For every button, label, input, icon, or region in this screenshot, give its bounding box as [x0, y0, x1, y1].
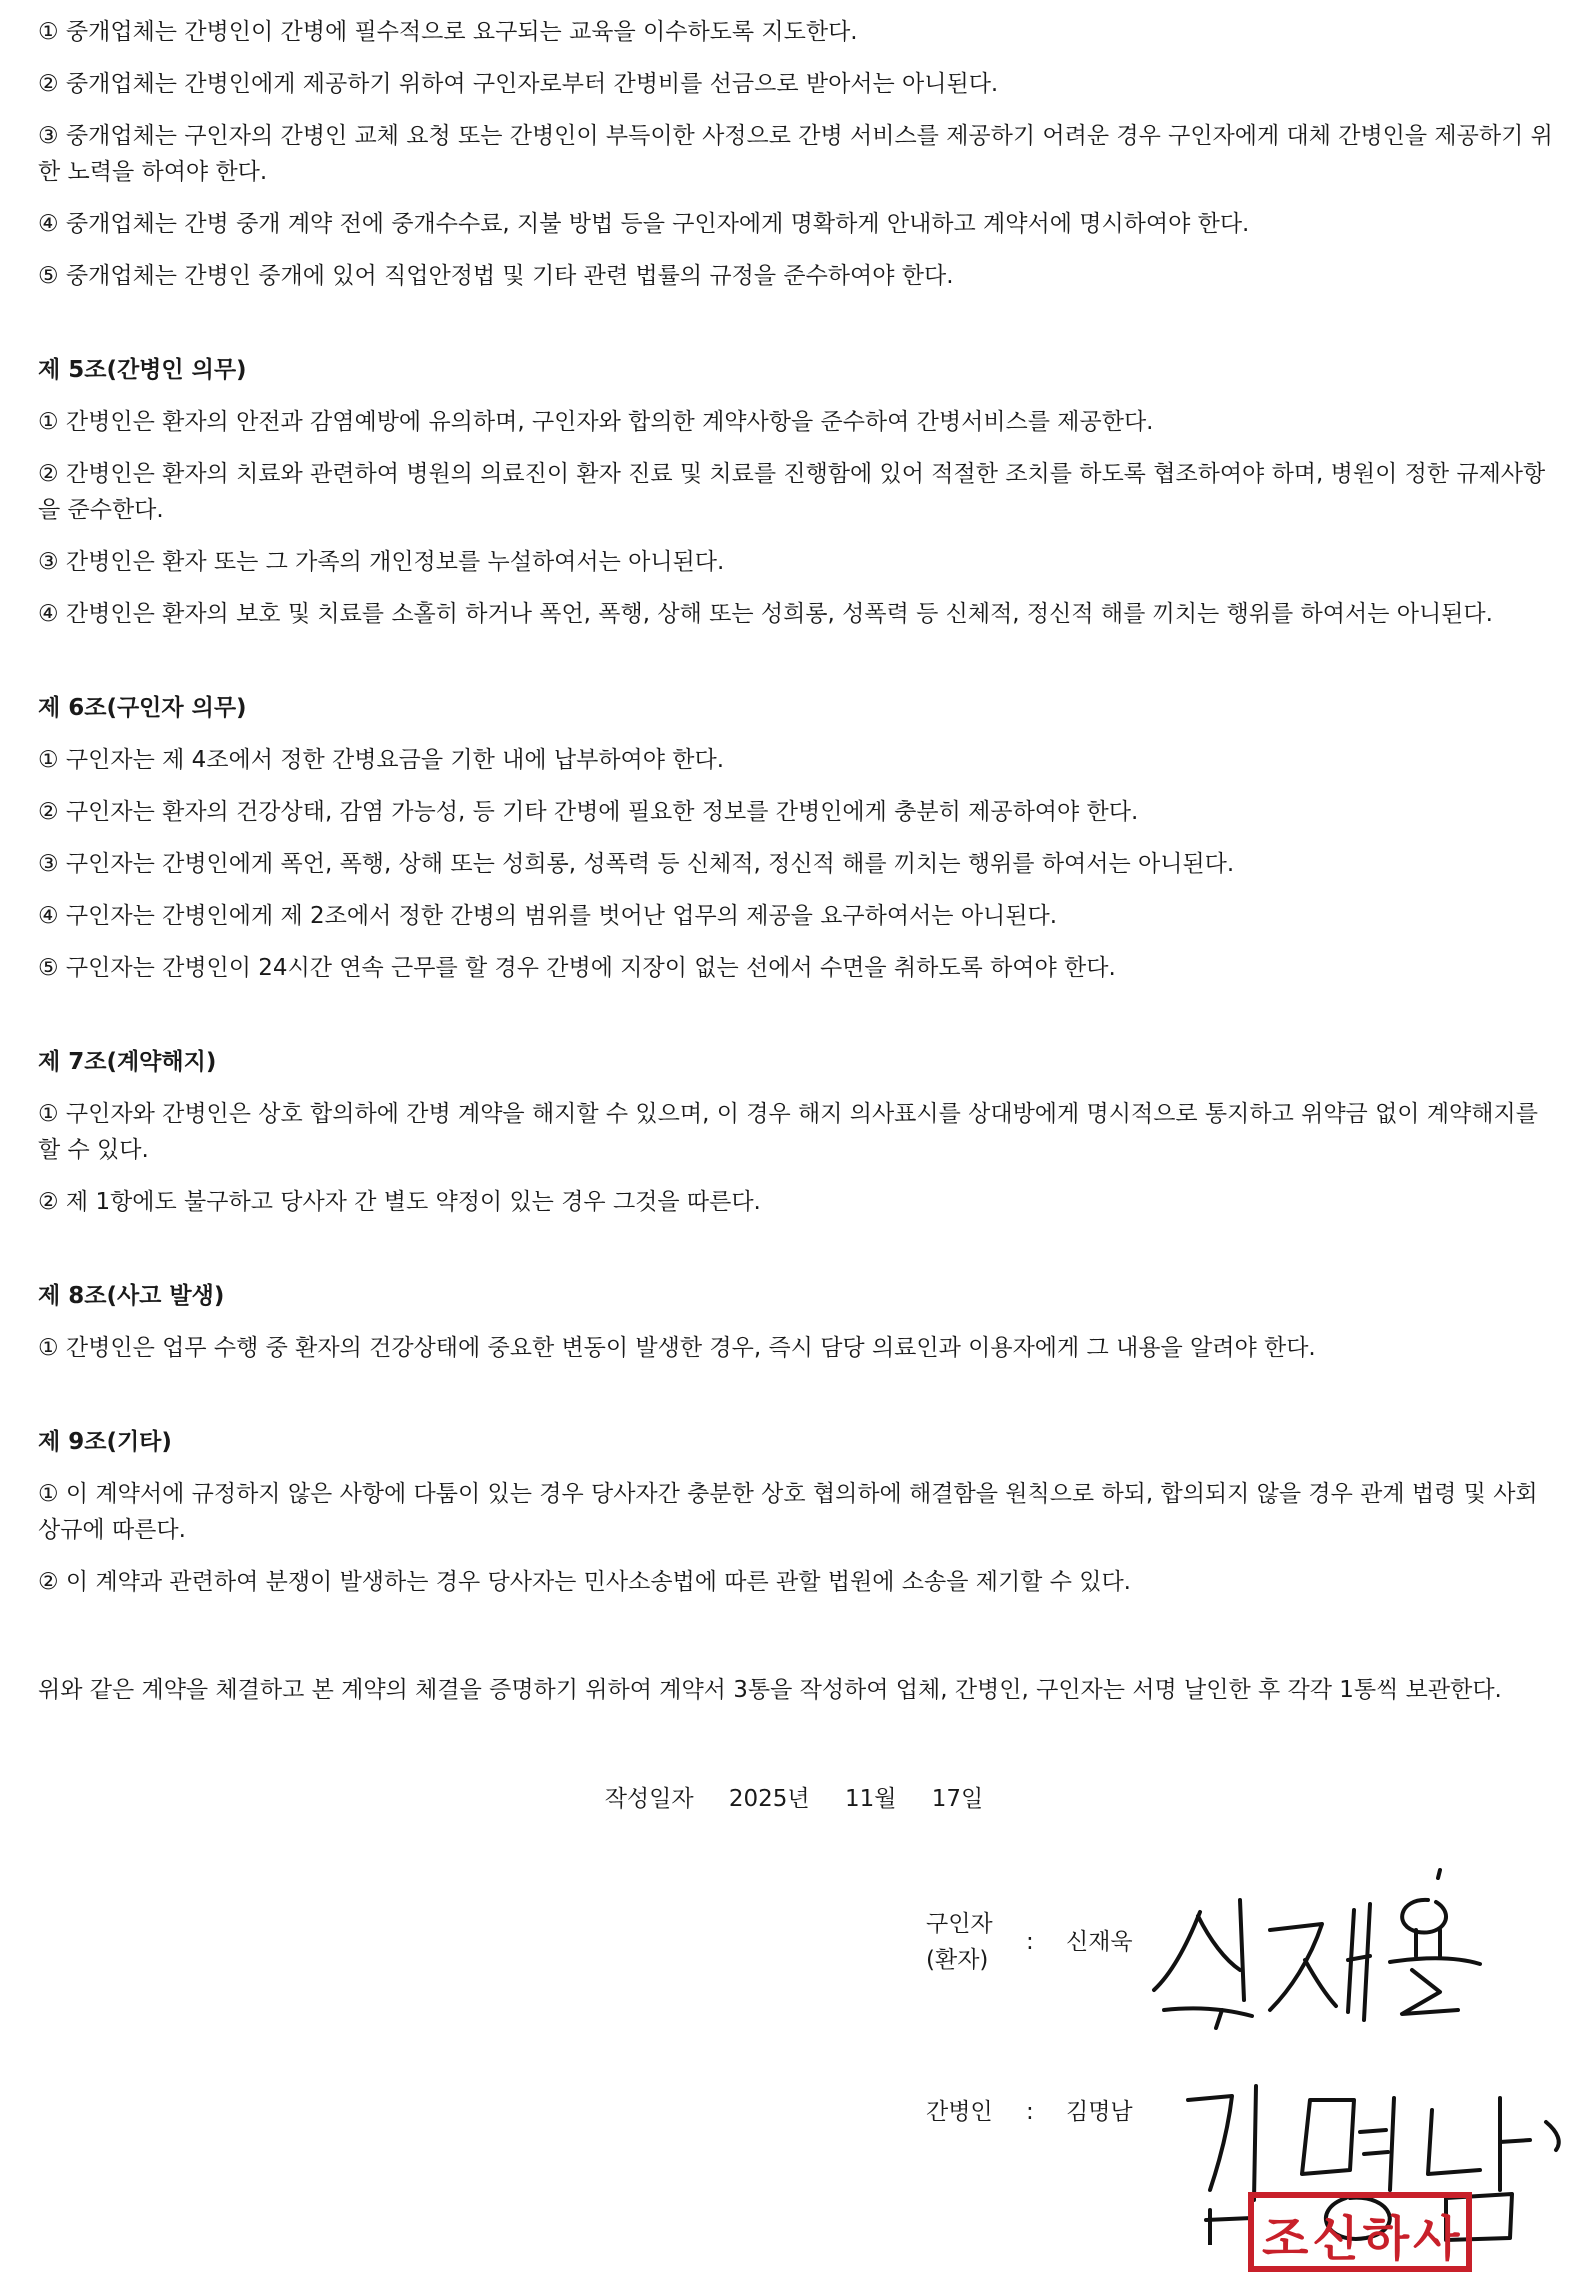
clause: ① 중개업체는 간병인이 간병에 필수적으로 요구되는 교육을 이수하도록 지도한다. [38, 19, 858, 45]
written-date [0, 1780, 1588, 1813]
clause: ⑤ 중개업체는 간병인 중개에 있어 직업안정법 및 기타 관련 법률의 규정을 준수하여야 한다. [38, 263, 954, 289]
section-title: 제 6조(구인자 의무) [38, 695, 247, 721]
company-seal [1248, 2192, 1472, 2272]
caregiver-colon: : [1026, 2099, 1034, 2125]
section-title: 제 9조(기타) [38, 1429, 172, 1455]
clause: ② 중개업체는 간병인에게 제공하기 위하여 구인자로부터 간병비를 선금으로 받아서는 아니된다. [38, 71, 999, 97]
client-role-sub: (환자) [926, 1947, 989, 1973]
section-article-7 [38, 1044, 1558, 1220]
clause: ② 이 계약과 관련하여 분쟁이 발생하는 경우 당사자는 민사소송법에 따른 관할 법원에 소송을 제기할 수 있다. [38, 1569, 1131, 1595]
clause: ② 제 1항에도 불구하고 당사자 간 별도 약정이 있는 경우 그것을 따른다. [38, 1189, 761, 1215]
section-title: 제 5조(간병인 의무) [38, 357, 247, 383]
clause: ② 간병인은 환자의 치료와 관련하여 병원의 의료진이 환자 진료 및 치료를 진행함에 있어 적절한 조치를 하도록 협조하여야 하며, 병원이 정한 규제사항을 준수한다. [38, 461, 1546, 523]
clause: ① 간병인은 업무 수행 중 환자의 건강상태에 중요한 변동이 발생한 경우, 즉시 담당 의료인과 이용자에게 그 내용을 알려야 한다. [38, 1335, 1316, 1361]
client-role [926, 1906, 1016, 1978]
clause: ① 구인자와 간병인은 상호 합의하에 간병 계약을 해지할 수 있으며, 이 경우 해지 의사표시를 상대방에게 명시적으로 통지하고 위약금 없이 계약해지를 할 수 있다. [38, 1101, 1538, 1163]
intro-clauses [38, 14, 1558, 294]
clause: ③ 구인자는 간병인에게 폭언, 폭행, 상해 또는 성희롱, 성폭력 등 신체적, 정신적 해를 끼치는 행위를 하여서는 아니된다. [38, 851, 1235, 877]
clause: ① 이 계약서에 규정하지 않은 사항에 다툼이 있는 경우 당사자간 충분한 상호 협의하에 해결함을 원칙으로 하되, 합의되지 않을 경우 관계 법령 및 사회상규에 따른다. [38, 1481, 1538, 1543]
caregiver-name: 김명남 [1066, 2099, 1133, 2125]
clause: ② 구인자는 환자의 건강상태, 감염 가능성, 등 기타 간병에 필요한 정보를 간병인에게 충분히 제공하여야 한다. [38, 799, 1139, 825]
section-title: 제 8조(사고 발생) [38, 1283, 225, 1309]
section-article-5 [38, 352, 1558, 632]
seal-text: 조신하사 [1262, 2211, 1464, 2267]
date-label: 작성일자 [604, 1786, 694, 1812]
clause: ④ 중개업체는 간병 중개 계약 전에 중개수수료, 지불 방법 등을 구인자에게 명확하게 안내하고 계약서에 명시하여야 한다. [38, 211, 1250, 237]
section-article-8 [38, 1278, 1558, 1366]
caregiver-role: 간병인 [926, 2099, 993, 2125]
closing-statement: 위와 같은 계약을 체결하고 본 계약의 체결을 증명하기 위하여 계약서 3통을 작성하여 업체, 간병인, 구인자는 서명 날인한 후 각각 1통씩 보관한다. [38, 1677, 1502, 1703]
client-colon: : [1026, 1929, 1034, 1955]
client-name: 신재욱 [1066, 1929, 1133, 1955]
client-role-label: 구인자 [926, 1911, 993, 1937]
clause: ⑤ 구인자는 간병인이 24시간 연속 근무를 할 경우 간병에 지장이 없는 선에서 수면을 취하도록 하여야 한다. [38, 955, 1116, 981]
contract-body [38, 14, 1558, 1708]
section-article-9 [38, 1424, 1558, 1600]
client-handwritten-signature [1140, 1860, 1520, 2030]
clause: ① 구인자는 제 4조에서 정한 간병요금을 기한 내에 납부하여야 한다. [38, 747, 725, 773]
date-month: 11월 [844, 1786, 897, 1812]
date-day: 17일 [931, 1786, 984, 1812]
clause: ④ 구인자는 간병인에게 제 2조에서 정한 간병의 범위를 벗어난 업무의 제공을 요구하여서는 아니된다. [38, 903, 1058, 929]
clause: ③ 간병인은 환자 또는 그 가족의 개인정보를 누설하여서는 아니된다. [38, 549, 725, 575]
section-title: 제 7조(계약해지) [38, 1049, 217, 1075]
date-year: 2025년 [728, 1786, 810, 1812]
section-article-6 [38, 690, 1558, 986]
clause: ① 간병인은 환자의 안전과 감염예방에 유의하며, 구인자와 합의한 계약사항을 준수하여 간병서비스를 제공한다. [38, 409, 1154, 435]
clause: ④ 간병인은 환자의 보호 및 치료를 소홀히 하거나 폭언, 폭행, 상해 또는 성희롱, 성폭력 등 신체적, 정신적 해를 끼치는 행위를 하여서는 아니된다. [38, 601, 1493, 627]
clause: ③ 중개업체는 구인자의 간병인 교체 요청 또는 간병인이 부득이한 사정으로 간병 서비스를 제공하기 어려운 경우 구인자에게 대체 간병인을 제공하기 위한 노력을 하여야 한다. [38, 123, 1553, 185]
